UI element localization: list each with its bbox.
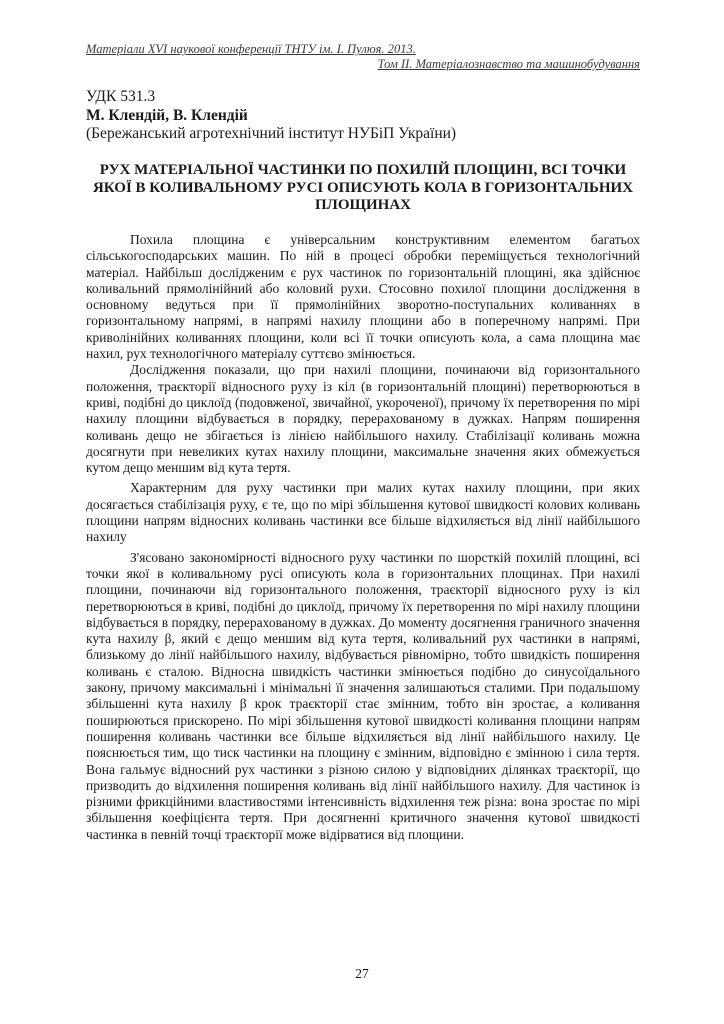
paragraph-3: Характерним для руху частинки при малих кутах нахилу площини, при яких досягається стабілізація руху, є те, що по мірі збільшення кутової швидкості колових коливань площини напрям відносних коливань частинки все більше відхиляється від лінії найбільшого нахилу bbox=[86, 480, 640, 545]
running-head-conference: Матеріали XVІ наукової конференції ТНТУ ім. І. Пулюя. 2013. bbox=[86, 42, 416, 56]
paragraph-1: Похила площина є універсальним конструктивним елементом багатьох сільськогосподарських машин. По ній в процесі обробки переміщується технологічний матеріал. Найбільш дослідженим є рух частинок по горизонтальній площині, яка здійснює коливальний прямолінійний або коловий рухи. Стосовно похилої площини дослідження в основному ведуться при її прямолінійних зворотно-поступальних коливаннях в горизонтальному напрямі, в напрямі нахилу площини або в поперечному напрямі. При криволінійних коливаннях площини, коли всі її точки описують кола, а сама площина має нахил, рух технологічного матеріалу суттєво змінюється. bbox=[86, 232, 640, 362]
running-head-volume: Том ІІ. Матеріалознавство та машинобудування bbox=[377, 57, 640, 71]
paragraph-4: З'ясовано закономірності відносного руху частинки по шорсткій похилій площині, всі точки якої в коливальному русі описують кола в горизонтальних площинах. При нахилі площини, починаючи від горизонтального положення, траєкторії відносного руху із кіл перетворюються в криві, подібні до циклоїд, причому їх перетворення по мірі нахилу площини відбувається в порядку, перерахованому в дужках. До моменту досягнення граничного значення кута нахилу β, який є дещо меншим від кута тертя, коливальний рух частинки в напрямі, близькому до лінії найбільшого нахилу, відбувається рівномірно, тобто швидкість поширення коливань є сталою. Відносна швидкість частинки змінюється подібно до синусоїдального закону, причому максимальні і мінімальні її значення залишаються сталими. При подальшому збільшенні кута нахилу β крок траєкторії стає змінним, тобто він зростає, а коливання поширюються прискорено. По мірі збільшення кутової швидкості коливання площини напрям поширення коливань частинки все більше відхиляється від лінії найбільшого нахилу. Це пояснюється тим, що тиск частинки на площину є змінним, відповідно є змінною і сила тертя. Вона гальмує відносний рух частинки з різною силою у відповідних ділянках траєкторії, що призводить до відхилення поширення коливань від лінії найбільшого нахилу. Для частинок із різними фрикційними властивостями інтенсивність відхилення теж різна: вона зростає по мірі збільшення коефіцієнта тертя. При досягненні критичного значення кутової швидкості частинка в певній точці траєкторії може відірватися від площини. bbox=[86, 549, 640, 842]
authors: М. Клендій, В. Клендій bbox=[86, 106, 248, 124]
article-body bbox=[86, 232, 640, 843]
running-head bbox=[86, 42, 640, 72]
udc-code: УДК 531.3 bbox=[86, 88, 156, 105]
affiliation: (Бережанський агротехнічний інститут НУБіП України) bbox=[86, 125, 457, 142]
page-number: 27 bbox=[355, 966, 369, 981]
paragraph-2: Дослідження показали, що при нахилі площини, починаючи від горизонтального положення, траєкторії відносного руху із кіл (в горизонтальній площині) перетворюються в криві, подібні до циклоїд (подовженої, звичайної, укороченої), причому їх перетворення по мірі нахилу площини відбувається в порядку, перерахованому в дужках. Напрям поширення коливань дещо не збігається із лінією найбільшого нахилу. Стабілізації коливань можна досягнути при невеликих кутах нахилу площини, максимальне значення яких обмежується кутом дещо меншим від кута тертя. bbox=[86, 362, 640, 476]
article-title: РУХ МАТЕРІАЛЬНОЇ ЧАСТИНКИ ПО ПОХИЛІЙ ПЛОЩИНІ, ВСІ ТОЧКИ ЯКОЇ В КОЛИВАЛЬНОМУ РУСІ ОПИСУЮТЬ КОЛА В ГОРИЗОНТАЛЬНИХ ПЛОЩИНАХ bbox=[92, 162, 634, 213]
article-front-matter bbox=[86, 88, 640, 144]
